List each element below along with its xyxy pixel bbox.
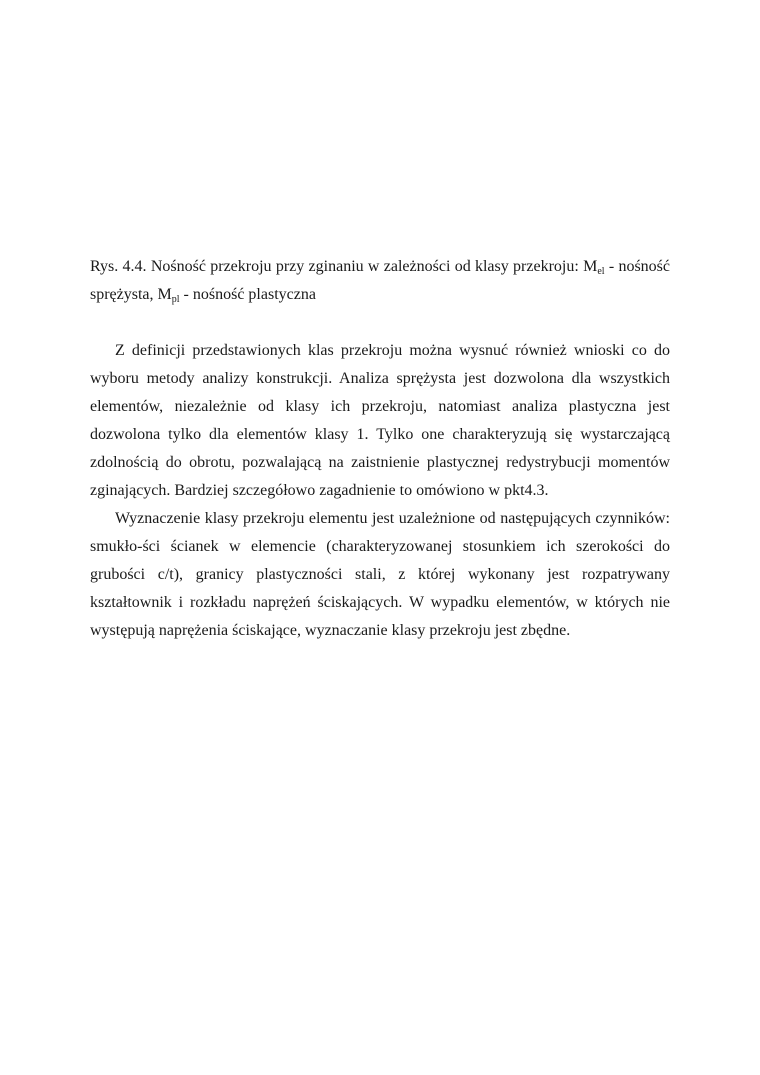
caption-text — [90, 253, 670, 309]
figure-caption — [90, 253, 670, 309]
caption-subscript-el: el — [597, 266, 605, 277]
caption-prefix: Rys. 4.4. Nośność przekroju przy zginaniu w zależności od klasy przekroju: M — [90, 258, 598, 275]
caption-middle: - nośność sprężysta, M — [90, 258, 670, 303]
paragraph-analysis-methods: Z definicji przedstawionych klas przekroju można wysnuć również wnioski co do wyboru metody analizy konstrukcji. Analiza sprężysta jest dozwolona dla wszystkich elementów, niezależnie od klasy ich przekroju, natomiast analiza plastyczna jest dozwolona tylko dla elementów klasy 1. Tylko one charakteryzują się wystarczającą zdolnością do obrotu, pozwalającą na zaistnienie plastycznej redystrybucji momentów zginających. Bardziej szczegółowo zagadnienie to omówiono w pkt4.3. — [90, 342, 670, 499]
caption-subscript-pl: pl — [171, 294, 180, 305]
body-text — [90, 337, 670, 645]
paragraph-class-determination: Wyznaczenie klasy przekroju elementu jest uzależnione od następujących czynników: smukło-ści ścianek w elemencie (charakteryzowanej stosunkiem ich szerokości do grubości c/t), granicy plastyczności stali, z której wykonany jest rozpatrywany kształtownik i rozkładu naprężeń ściskających. W wypadku elementów, w których nie występują naprężenia ściskające, wyznaczanie klasy przekroju jest zbędne. — [90, 510, 670, 639]
caption-suffix: - nośność plastyczna — [179, 286, 316, 303]
